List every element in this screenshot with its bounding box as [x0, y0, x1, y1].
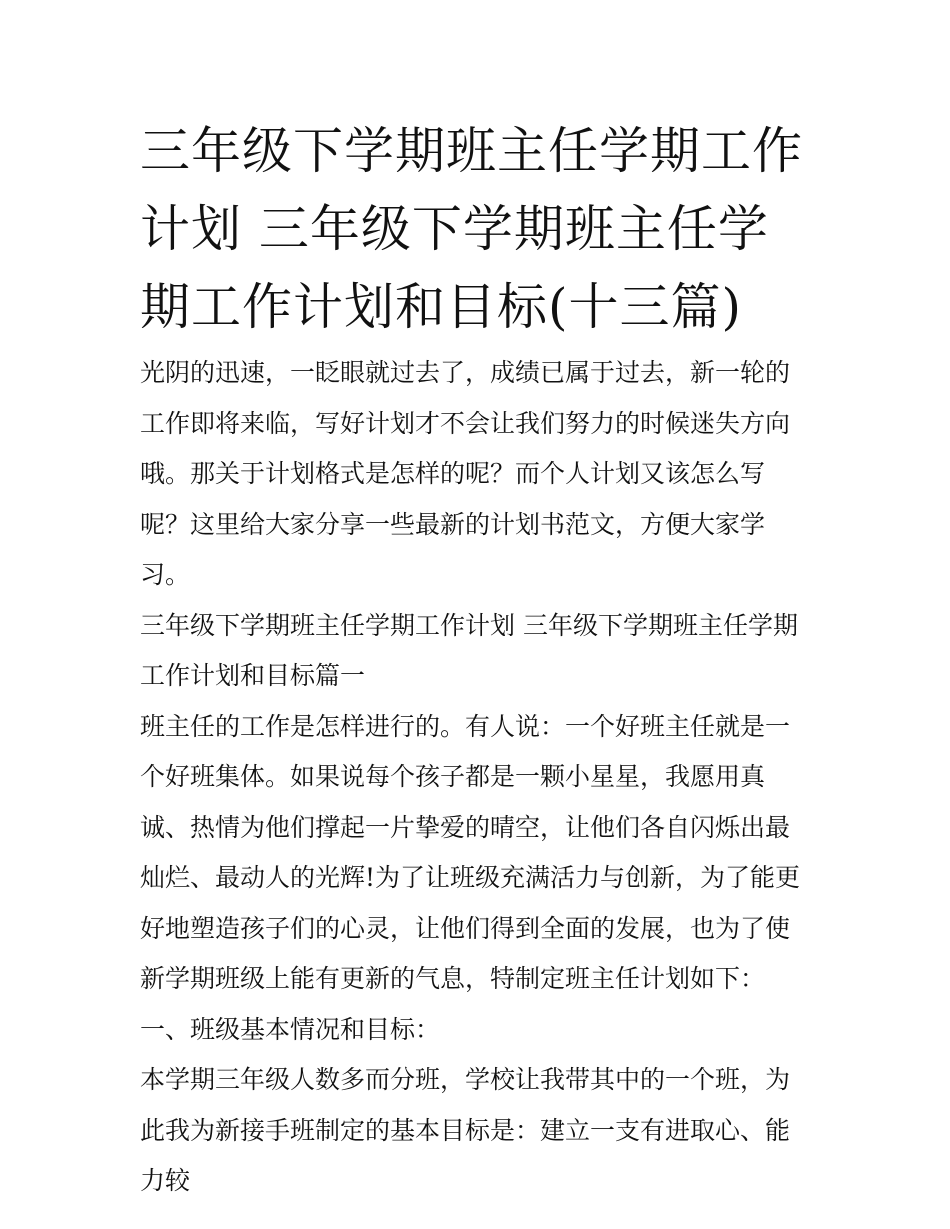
subsection-heading: 一、班级基本情况和目标：	[140, 1014, 441, 1044]
document-body	[140, 348, 812, 1207]
intro-paragraph: 光阴的迅速，一眨眼就过去了，成绩已属于过去，新一轮的工作即将来临，写好计划才不会让我们努力的时候迷失方向哦。那关于计划格式是怎样的呢？而个人计划又该怎么写呢？这里给大家分享一些最新的计划书范文，方便大家学习。	[140, 358, 791, 589]
document-title: 三年级下学期班主任学期工作计划 三年级下学期班主任学期工作计划和目标(十三篇)	[140, 122, 803, 336]
section-heading: 三年级下学期班主任学期工作计划 三年级下学期班主任学期工作计划和目标篇一	[140, 610, 798, 690]
body-paragraph: 班主任的工作是怎样进行的。有人说：一个好班主任就是一个好班集体。如果说每个孩子都是一颗小星星，我愿用真诚、热情为他们撑起一片挚爱的晴空，让他们各自闪烁出最灿烂、最动人的光辉!为了让班级充满活力与创新，为了能更好地塑造孩子们的心灵，让他们得到全面的发展，也为了使新学期班级上能有更新的气息，特制定班主任计划如下：	[140, 711, 801, 993]
body-paragraph: 本学期三年级人数多而分班，学校让我带其中的一个班，为此我为新接手班制定的基本目标是：建立一支有进取心、能力较	[140, 1065, 791, 1195]
